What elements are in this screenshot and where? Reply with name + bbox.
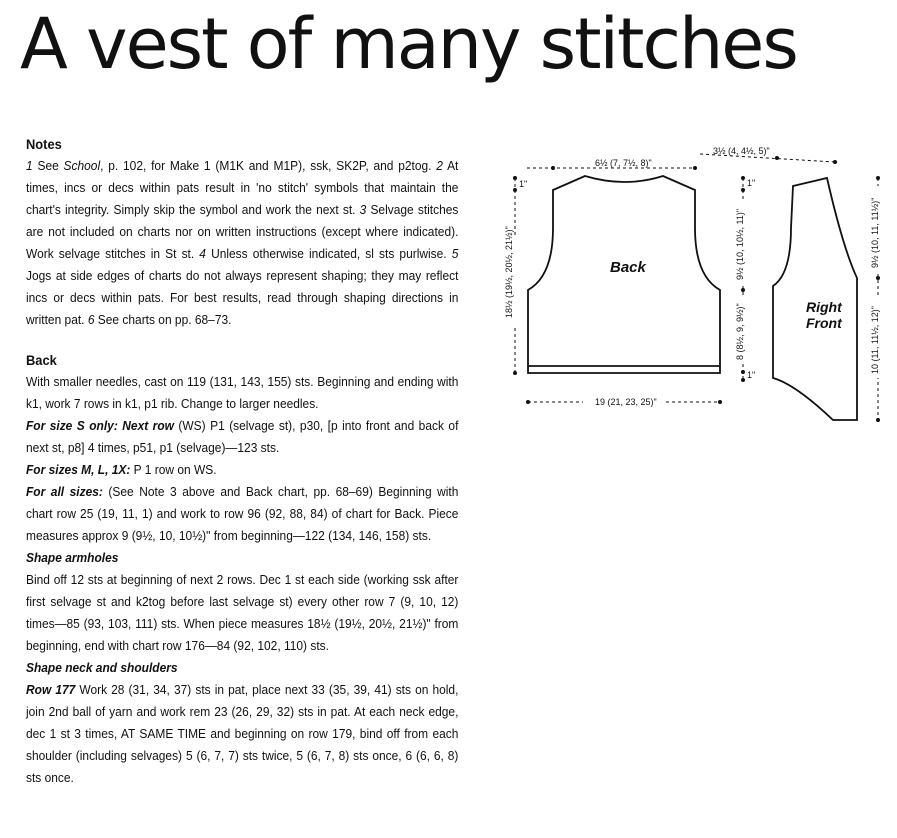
total-length-label: 18½ (19½, 20½, 21½)"	[504, 226, 514, 318]
vest-schematic	[495, 138, 890, 428]
note-text: At times, incs or decs within pats result in 'no stitch' symbols that maintain the chart's integrity. Simply skip the symbol and work the next st.	[26, 158, 459, 217]
note-text: , p. 102, for Make 1 (M1K and M1P), ssk, SK2P, and p2tog.	[100, 158, 437, 173]
front-label-right: Right	[806, 299, 842, 315]
note-text: See	[32, 158, 64, 173]
front-side-label: 10 (11, 11½, 12)"	[870, 306, 880, 374]
back-width-label: 19 (21, 23, 25)"	[595, 397, 657, 407]
notes-paragraph	[26, 155, 458, 331]
armhole-paragraph: Bind off 12 sts at beginning of next 2 rows. Dec 1 st each side (working ssk after first selvage st and k2tog before last selvage st) every other row 7 (9, 10, 12) times—85 (93, 103, 111) sts. When piece measures 18½ (19½, 20½, 21½)" from beginning, end with chart row 176—84 (92, 102, 110) sts.	[26, 572, 459, 653]
neck-shoulder-paragraph	[26, 679, 458, 789]
armhole-depth-label: 9½ (10, 10½, 11)"	[735, 208, 745, 280]
back-paragraph-cast-on: With smaller needles, cast on 119 (131, 143, 155) sts. Beginning and ending with k1, work 7 rows in k1, p1 rib. Change to larger needles.	[26, 374, 459, 411]
note-number: 3	[359, 202, 367, 217]
instruction-lead: For size S only: Next row	[26, 418, 174, 433]
neck-width-label: 3½ (4, 4½, 5)"	[713, 146, 770, 156]
note-number: 1	[26, 158, 33, 173]
note-text: See charts on pp. 68–73.	[94, 312, 232, 327]
back-label: Back	[610, 259, 646, 276]
school-reference: School	[63, 158, 101, 173]
instruction-text: P 1 row on WS.	[130, 462, 217, 477]
instruction-text: Work 28 (31, 34, 37) sts in pat, place next 33 (35, 39, 41) sts on hold, join 2nd ball of yarn and work rem 23 (26, 29, 32) sts in pat. At each neck edge, dec 1 st 3 times, AT SAME TIME and beginning on row 179, bind off from each shoulder (including selvages) 5 (6, 7, 7) sts twice, 5 (6, 7, 8) sts once, 6 (6, 6, 8) sts once.	[26, 682, 459, 785]
front-neck-depth-label: 9½ (10, 11, 11½)"	[870, 197, 880, 268]
page-title: A vest of many stitches	[20, 3, 797, 85]
back-heading: Back	[26, 352, 57, 368]
shoulder-width-label: 6½ (7, 7½, 8)"	[595, 158, 652, 168]
subheading-armholes: Shape armholes	[26, 550, 119, 565]
notes-heading: Notes	[26, 136, 62, 152]
note-text: Unless otherwise indicated, sl sts purlwise.	[205, 246, 452, 261]
instruction-lead: For sizes M, L, 1X:	[26, 462, 131, 477]
front-label-front: Front	[806, 315, 842, 331]
instruction-text: (WS) P1 (selvage st), p30, [p into front and back of next st, p8] 4 times, p51, p1 (selvage)—123 sts.	[26, 418, 459, 455]
rib-depth-label: 1"	[747, 370, 756, 380]
back-paragraph-all-sizes	[26, 481, 458, 547]
note-number: 4	[199, 246, 206, 261]
instructions-column	[26, 133, 458, 789]
back-neck-depth-label: 1"	[519, 179, 528, 189]
instruction-text: (See Note 3 above and Back chart, pp. 68–69) Beginning with chart row 25 (19, 11, 1) and work to row 96 (92, 88, 84) of chart for Back. Piece measures approx 9 (9½, 10, 10½)" from beginning—122 (134, 146, 158) sts.	[26, 484, 459, 543]
instruction-lead: Row 177	[26, 682, 76, 697]
note-number: 6	[87, 312, 95, 327]
back-paragraph-size-s	[26, 415, 458, 459]
armhole-top-label: 1"	[747, 178, 756, 188]
instruction-lead: For all sizes:	[26, 484, 103, 499]
note-number: 2	[436, 158, 443, 173]
back-paragraph-sizes-mlx	[26, 459, 458, 481]
side-length-label: 8 (8½, 9, 9½)"	[735, 303, 745, 360]
note-text: Jogs at side edges of charts do not always represent shaping; they may reflect incs or decs within pats. For best results, read through shaping directions in written pat.	[26, 268, 459, 327]
subheading-neck-shoulders: Shape neck and shoulders	[26, 660, 178, 675]
note-text: Selvage stitches are not included on charts nor on written instructions (except where indicated). Work selvage stitches in St st.	[26, 202, 459, 261]
note-number: 5	[451, 246, 459, 261]
